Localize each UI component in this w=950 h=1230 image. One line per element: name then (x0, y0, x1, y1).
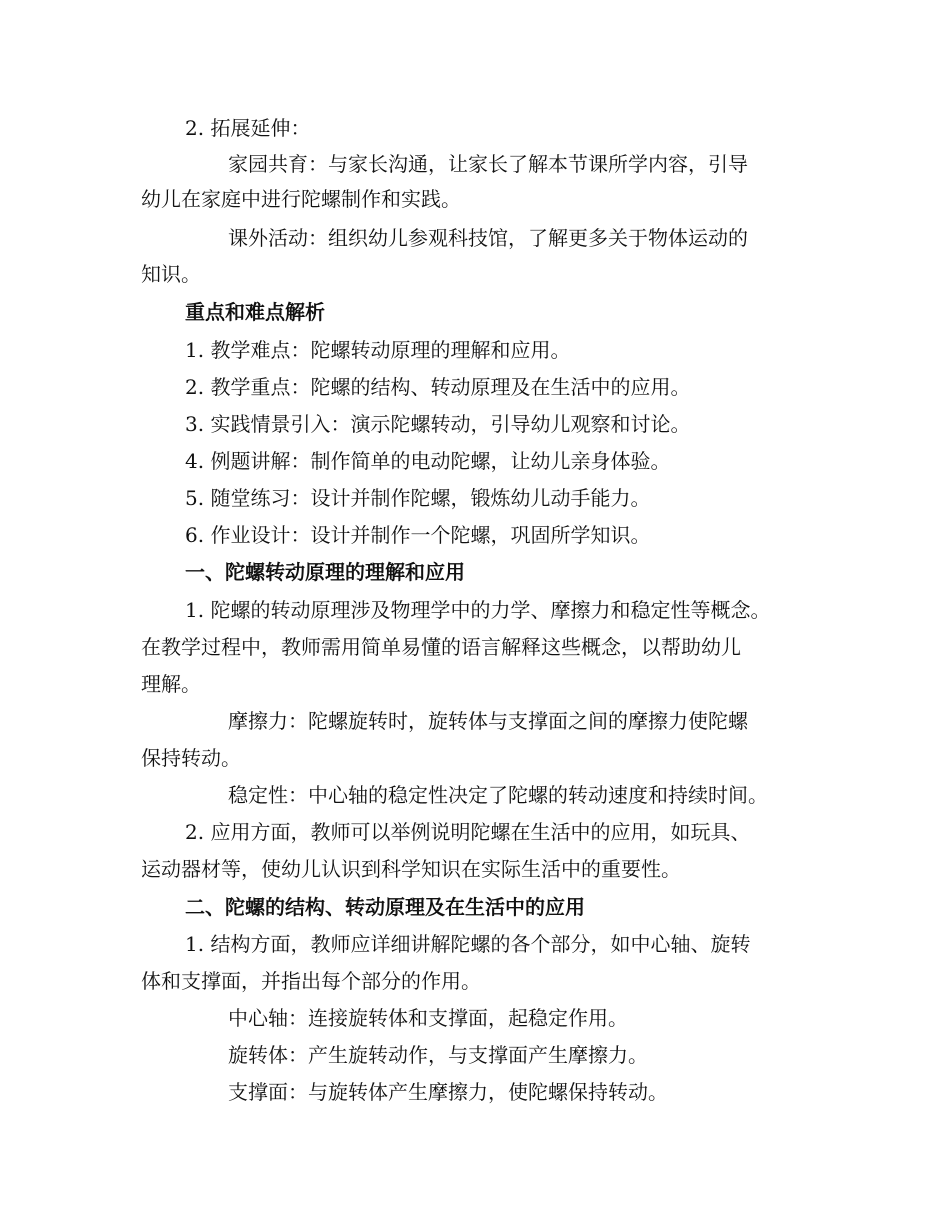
paragraph-line: 理解。 (141, 672, 201, 696)
list-item: 4. 例题讲解：制作简单的电动陀螺，让幼儿亲身体验。 (185, 449, 671, 473)
central-axis-line: 中心轴：连接旋转体和支撑面，起稳定作用。 (228, 1006, 628, 1030)
friction-line-2: 保持转动。 (141, 746, 241, 770)
section-heading-one: 一、陀螺转动原理的理解和应用 (185, 560, 465, 584)
support-surface-line: 支撑面：与旋转体产生摩擦力，使陀螺保持转动。 (228, 1080, 668, 1104)
stability-line: 稳定性：中心轴的稳定性决定了陀螺的转动速度和持续时间。 (228, 783, 768, 807)
list-item: 2. 教学重点：陀螺的结构、转动原理及在生活中的应用。 (185, 375, 691, 399)
rotating-body-line: 旋转体：产生旋转动作，与支撑面产生摩擦力。 (228, 1043, 648, 1067)
section-heading-key-points: 重点和难点解析 (185, 300, 325, 324)
paragraph-line: 在教学过程中，教师需用简单易懂的语言解释这些概念，以帮助幼儿 (141, 635, 741, 659)
list-item: 6. 作业设计：设计并制作一个陀螺，巩固所学知识。 (185, 523, 651, 547)
friction-line-1: 摩擦力：陀螺旋转时，旋转体与支撑面之间的摩擦力使陀螺 (228, 709, 748, 733)
home-school-paragraph-line-1: 家园共育：与家长沟通，让家长了解本节课所学内容，引导 (228, 152, 748, 176)
list-item: 3. 实践情景引入：演示陀螺转动，引导幼儿观察和讨论。 (185, 412, 691, 436)
list-item: 1. 教学难点：陀螺转动原理的理解和应用。 (185, 338, 571, 362)
paragraph-line: 运动器材等，使幼儿认识到科学知识在实际生活中的重要性。 (141, 857, 681, 881)
section-heading-two: 二、陀螺的结构、转动原理及在生活中的应用 (185, 895, 585, 919)
paragraph-line: 1. 结构方面，教师应详细讲解陀螺的各个部分，如中心轴、旋转 (185, 932, 751, 956)
outdoor-activity-line-1: 课外活动：组织幼儿参观科技馆，了解更多关于物体运动的 (228, 226, 748, 250)
home-school-paragraph-line-2: 幼儿在家庭中进行陀螺制作和实践。 (141, 187, 461, 211)
paragraph-line: 2. 应用方面，教师可以举例说明陀螺在生活中的应用，如玩具、 (185, 820, 751, 844)
paragraph-line: 体和支撑面，并指出每个部分的作用。 (141, 969, 481, 993)
paragraph-line: 1. 陀螺的转动原理涉及物理学中的力学、摩擦力和稳定性等概念。 (185, 598, 771, 622)
list-item: 5. 随堂练习：设计并制作陀螺，锻炼幼儿动手能力。 (185, 486, 651, 510)
item-2-extension-heading: 2. 拓展延伸： (185, 116, 311, 140)
outdoor-activity-line-2: 知识。 (141, 262, 201, 286)
